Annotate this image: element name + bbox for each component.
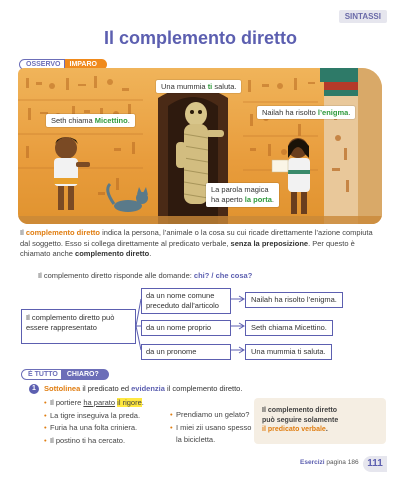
bubble-text: Seth chiama	[51, 116, 95, 125]
definition-term: complemento diretto	[25, 228, 101, 237]
example-text: .	[141, 398, 144, 407]
egyptian-tomb-illustration	[18, 68, 382, 224]
question-che-cosa: che cosa?	[215, 271, 253, 280]
question-line	[38, 271, 252, 280]
section-tag: SINTASSI	[339, 10, 387, 23]
note-line: può seguire solamente	[262, 416, 339, 424]
example-text: Il portiere	[50, 398, 84, 407]
tutto-chiaro-label	[21, 369, 109, 380]
exercise-example	[44, 397, 144, 410]
speech-bubble-nailah	[257, 106, 355, 119]
bubble-text: Una mummia	[161, 82, 208, 91]
imparo-tab: IMPARO	[65, 59, 107, 70]
exercise-page-reference	[300, 459, 359, 466]
definition-text: indica la persona, l’animale o la cosa su cui ricade direttamente l’azione compiuta dal soggetto. Esso si collega direttamente al predicato verbale,	[20, 228, 373, 248]
instruction-keyword: evidenzia	[131, 384, 165, 393]
exercise-item-text: la bicicletta.	[176, 435, 216, 444]
note-punct: .	[325, 426, 328, 433]
seth-figure	[54, 137, 90, 210]
page-number: 111	[363, 456, 387, 472]
instruction-keyword: Sottolinea	[44, 384, 81, 393]
reference-label: Esercizi	[300, 459, 325, 466]
bubble-text: .	[271, 195, 274, 204]
bubble-highlight: l’enigma	[317, 108, 349, 117]
instruction-text: il predicato ed	[80, 384, 132, 393]
note-highlight: il predicato verbale	[262, 426, 326, 433]
exercise-item[interactable]: • Il postino ti ha cercato.	[44, 435, 144, 448]
definition-text: Il	[20, 228, 26, 237]
bubble-highlight: la porta	[244, 195, 272, 204]
exercise-list-left	[44, 397, 144, 447]
exercise-item[interactable]: • La tigre inseguiva la preda.	[44, 410, 144, 423]
exercise-item[interactable]: • Prendiamo un gelato?	[170, 409, 251, 422]
tutto-tab: È TUTTO	[21, 369, 62, 380]
bubble-text: Nailah ha risolto	[262, 108, 318, 117]
bubble-highlight: ti	[207, 82, 213, 91]
definition-bold: senza la preposizione	[230, 238, 309, 248]
cat-figure	[108, 184, 148, 212]
example-object: il rigore	[117, 398, 142, 407]
scheme-example-box: Seth chiama Micettino.	[245, 320, 333, 336]
scheme-left-box: Il complemento diretto può essere rappresentato	[21, 309, 136, 344]
page-title: Il complemento diretto	[103, 28, 298, 48]
bubble-text: .	[127, 116, 130, 125]
exercise-list-right	[170, 409, 251, 447]
scheme-middle-box: da un pronome	[141, 344, 231, 360]
question-separator: /	[209, 271, 216, 280]
grammar-note-box	[254, 398, 386, 444]
scheme-example-box: Nailah ha risolto l’enigma.	[245, 292, 343, 308]
speech-bubble-magic-word	[206, 183, 279, 207]
definition-text: .	[149, 249, 152, 258]
osservo-tab: OSSERVO	[19, 59, 65, 70]
bubble-text: La parola magica	[211, 185, 269, 194]
question-chi: chi?	[193, 271, 210, 280]
reference-page: pagina 186	[324, 459, 359, 466]
bubble-text: ha aperto	[211, 195, 245, 204]
speech-bubble-mummy	[156, 80, 241, 93]
bubble-highlight: Micettino	[94, 116, 128, 125]
exercise-instruction	[44, 384, 242, 393]
definition-paragraph	[20, 228, 382, 260]
chiaro-tab: CHIARO?	[62, 369, 109, 380]
example-predicate: ha parato	[83, 398, 116, 407]
exercise-item[interactable]: • I miei zii usano spesso	[170, 422, 251, 435]
bubble-text: saluta.	[212, 82, 237, 91]
scheme-example-box: Una mummia ti saluta.	[245, 344, 332, 360]
question-text: Il complemento diretto risponde alle domande:	[38, 271, 194, 280]
bubble-text: .	[348, 108, 351, 117]
definition-bold: complemento diretto	[75, 249, 150, 258]
egyptian-column	[317, 68, 382, 224]
definition-text: . Per questo è chiamato anche	[20, 238, 355, 258]
exercise-number: 1	[29, 384, 39, 394]
speech-bubble-seth	[46, 114, 135, 127]
exercise-item[interactable]: • Furia ha una folta criniera.	[44, 422, 144, 435]
scheme-middle-box: da un nome proprio	[141, 320, 231, 336]
scheme-middle-box: da un nome comune preceduto dall’articolo	[141, 288, 231, 314]
note-line: Il complemento diretto	[262, 407, 338, 414]
exercise-item-continued[interactable]	[170, 434, 251, 447]
instruction-text: il complemento diretto.	[164, 384, 243, 393]
